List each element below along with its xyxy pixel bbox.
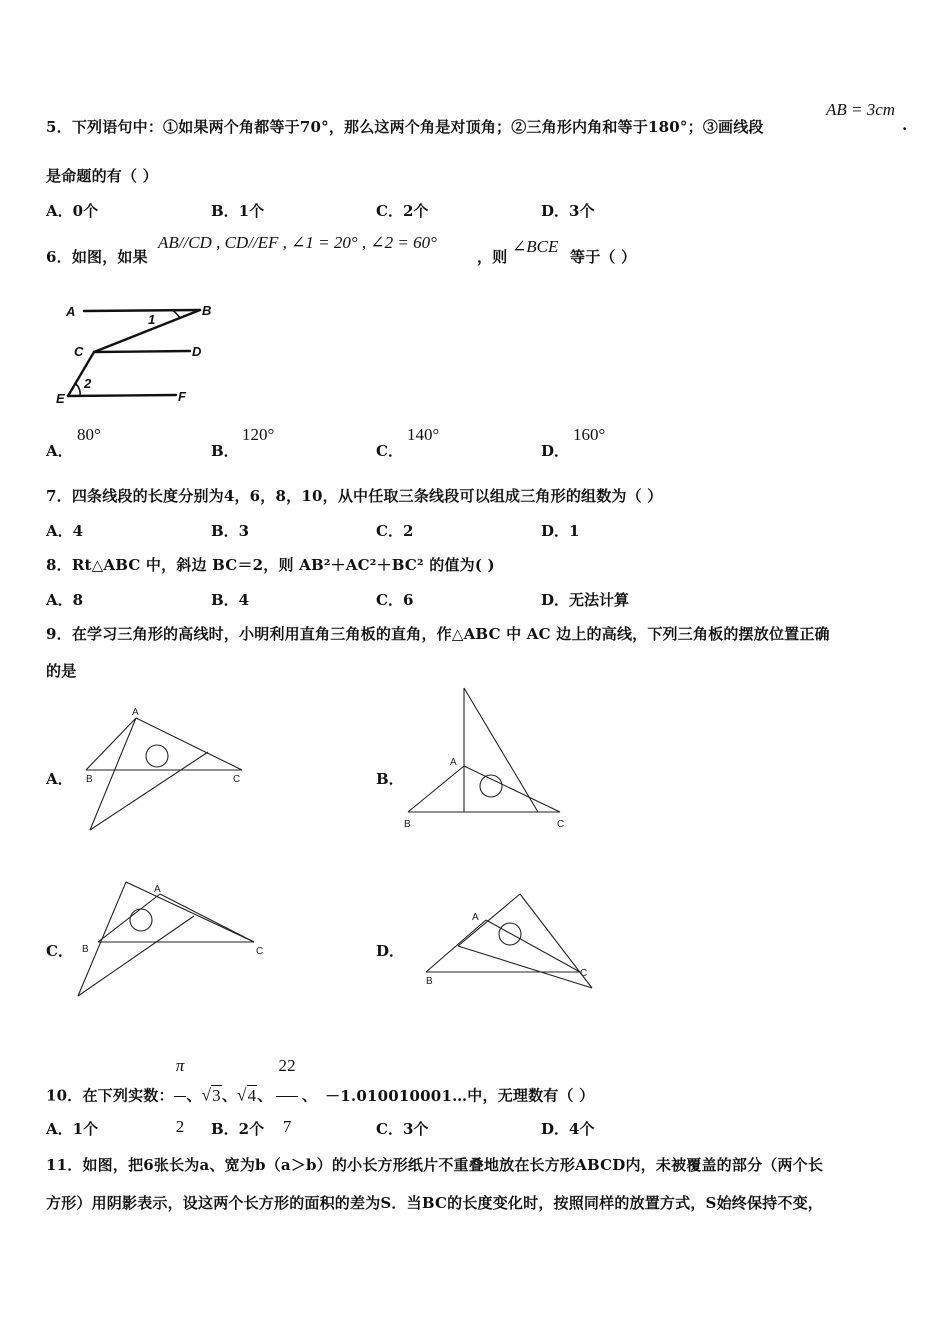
q6-figure [52, 296, 222, 408]
q10-frac-num: 22 [276, 1036, 297, 1097]
q6-value-b: 120° [242, 425, 275, 444]
q8-text: 8．Rt△ABC 中，斜边 BC＝2，则 AB²＋AC²＋BC² 的值为( ) [46, 556, 495, 574]
q9a-label-a: A [132, 707, 139, 718]
q9d-label-c: C [580, 968, 588, 979]
q10-option-c[interactable]: C．3个 [376, 1120, 429, 1138]
q9c-label-a: A [154, 884, 161, 895]
q9a-label-c: C [233, 774, 241, 785]
q10-sep-1: 、 [186, 1086, 202, 1105]
q5-option-c[interactable]: C．2个 [376, 202, 429, 220]
q10-sep-4: 、 [301, 1086, 318, 1105]
q10-frac-den: 7 [282, 1117, 292, 1136]
q6-suffix: 等于（ ） [570, 248, 637, 266]
q6-prefix: 6．如图，如果 [46, 248, 148, 266]
q10-sqrt4-radicand: 4 [247, 1085, 257, 1105]
q10-pi-num: π [174, 1036, 187, 1097]
q5-end: . [902, 116, 908, 134]
q9-figure-a [70, 702, 260, 837]
q6-math: AB//CD , CD//EF , ∠1 = 20° , ∠2 = 60° [158, 233, 437, 252]
q10-line [46, 1036, 594, 1157]
q9b-label-c: C [557, 819, 565, 830]
q7-option-d[interactable]: D．1 [541, 522, 580, 540]
q10-sep-2: 、 [221, 1086, 238, 1105]
q7-option-a[interactable]: A．4 [46, 522, 84, 540]
q6-option-b[interactable]: B． [211, 442, 239, 460]
q7-text: 7．四条线段的长度分别为4，6，8，10，从中任取三条线段可以组成三角形的组数为（ ） [46, 487, 663, 505]
q9-option-c[interactable]: C． [46, 942, 73, 960]
q11-line1: 11．如图，把6张长为a、宽为b（a＞b）的小长方形纸片不重叠地放在长方形ABCD内，未被覆盖的部分（两个长 [46, 1156, 824, 1174]
q9a-label-b: B [86, 774, 93, 785]
q10-sqrt4: √4 [237, 1085, 257, 1105]
q6-label-c: C [74, 344, 84, 359]
q10-sqrt3-radicand: 3 [212, 1085, 221, 1105]
q9-option-d[interactable]: D． [376, 942, 405, 960]
q10-22-7-fraction [276, 1036, 297, 1157]
q6-label-e: E [56, 391, 65, 406]
q5-line2: 是命题的有（ ） [46, 167, 158, 185]
q10-option-a[interactable]: A．1个 [46, 1120, 99, 1138]
q8-option-b[interactable]: B．4 [211, 591, 250, 609]
q6-label-f: F [178, 389, 186, 404]
q6-option-a[interactable]: A． [46, 442, 73, 460]
q5-option-a[interactable]: A．0个 [46, 202, 99, 220]
q5-option-b[interactable]: B．1个 [211, 202, 265, 220]
q9-figure-b [398, 686, 578, 836]
q7-option-b[interactable]: B．3 [211, 522, 250, 540]
q10-option-b[interactable]: B．2个 [211, 1120, 265, 1138]
q6-label-b: B [202, 303, 212, 318]
q9b-label-a: A [450, 757, 457, 768]
q9-line1: 9．在学习三角形的高线时，小明利用直角三角板的直角，作△ABC 中 AC 边上的高线，下列三角板的摆放位置正确 [46, 625, 830, 643]
q10-suffix: 中，无理数有（ ） [467, 1086, 595, 1105]
q6-option-c[interactable]: C． [376, 442, 403, 460]
q10-pi-den: 2 [175, 1117, 185, 1136]
q10-pi-fraction [174, 1036, 187, 1157]
q6-option-d[interactable]: D． [541, 442, 570, 460]
q8-option-c[interactable]: C．6 [376, 591, 414, 609]
q9b-label-b: B [404, 819, 411, 830]
q10-sep-3: 、 [257, 1086, 273, 1105]
q8-option-a[interactable]: A．8 [46, 591, 84, 609]
q7-option-c[interactable]: C．2 [376, 522, 414, 540]
q6-label-d: D [192, 344, 202, 359]
q9c-label-b: B [82, 944, 89, 955]
q9d-label-a: A [472, 912, 479, 923]
q9-option-b[interactable]: B． [376, 770, 404, 788]
q6-value-a: 80° [77, 425, 101, 444]
q9d-label-b: B [426, 976, 433, 987]
q5-option-d[interactable]: D．3个 [541, 202, 595, 220]
q6-mid: ，则 [477, 248, 508, 266]
q6-value-c: 140° [407, 425, 440, 444]
q5-line1 [46, 116, 764, 137]
q6-label-a: A [66, 304, 76, 319]
q9-option-a[interactable]: A． [46, 770, 73, 788]
q8-option-d[interactable]: D．无法计算 [541, 591, 630, 609]
q11-line2: 方形）用阴影表示，设这两个长方形的面积的差为S．当BC的长度变化时，按照同样的放置方式，S始终保持不变， [46, 1194, 823, 1212]
q10-neg: －1.010010001… [325, 1086, 468, 1105]
q10-sqrt3: √3 [201, 1085, 221, 1105]
q10-prefix: 10．在下列实数： [46, 1086, 174, 1105]
q5-math: AB = 3cm [826, 100, 896, 119]
q10-option-d[interactable]: D．4个 [541, 1120, 595, 1138]
q9-figure-d [418, 886, 608, 996]
q9c-label-c: C [256, 946, 264, 957]
q6-label-1: 1 [148, 312, 156, 327]
q6-label-2: 2 [84, 376, 92, 391]
q6-value-d: 160° [573, 425, 606, 444]
q6-angle: ∠BCE [512, 237, 559, 256]
q5-text: 5．下列语句中：①如果两个角都等于70°，那么这两个角是对顶角；②三角形内角和等于180°；③画线段 [46, 118, 764, 136]
q9-figure-c [70, 876, 270, 1001]
q9-line2: 的是 [46, 662, 77, 680]
